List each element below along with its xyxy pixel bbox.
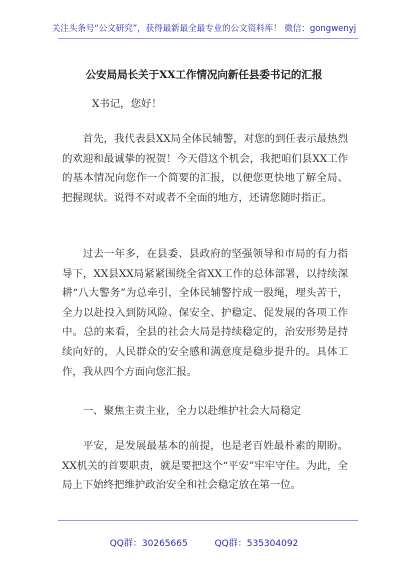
section-heading-1: 一、聚焦主责主业，全力以赴维护社会大局稳定	[82, 405, 301, 417]
paragraph-2: 过去一年多，在县委、县政府的坚强领导和市局的有力指导下，XX县XX局紧紧围绕全省XX工作的总体部署，以持续深耕“八大警务”为总牵引，全体民辅警拧成一股绳，埋头苦干，全力以赴投入到防风险、保安全、护稳定、促发展的各项工作中。总的来看，全县的社会大局是持续稳定的，治安形势是持续向好的，人民群众的安全感和满意度是稳步提升的。具体工作，我从四个方面向您汇报。	[62, 248, 348, 378]
document-title: 公安局局长关于XX工作情况向新任县委书记的汇报	[85, 69, 323, 81]
header-promo-note: 关注头条号“公文研究”，获得最新最全最专业的公文资料库！ 微信：gongwenyj	[51, 24, 357, 34]
footer-qq-group-2: QQ群：535304092	[214, 539, 299, 549]
paragraph-1: 首先，我代表县XX局全体民辅警，对您的到任表示最热烈的欢迎和最诚挚的祝贺！今天借这个机会，我把咱们县XX工作的基本情况向您作一个简要的汇报，以便您更快地了解全局、把握现状。说得不对或者不全面的地方，还请您随时指正。	[62, 133, 348, 204]
footer-contact	[0, 536, 408, 549]
footer-divider	[58, 520, 358, 521]
salutation: X书记，您好！	[92, 98, 162, 110]
header-divider	[58, 38, 358, 39]
paragraph-3: 平安，是发展最基本的前提，也是老百姓最朴素的期盼。XX机关的首要职责，就是要把这个“平安”牢牢守住。为此，全局上下始终把维护政治安全和社会稳定放在第一位。	[62, 440, 348, 492]
footer-qq-group-1: QQ群：30265665	[109, 539, 188, 549]
